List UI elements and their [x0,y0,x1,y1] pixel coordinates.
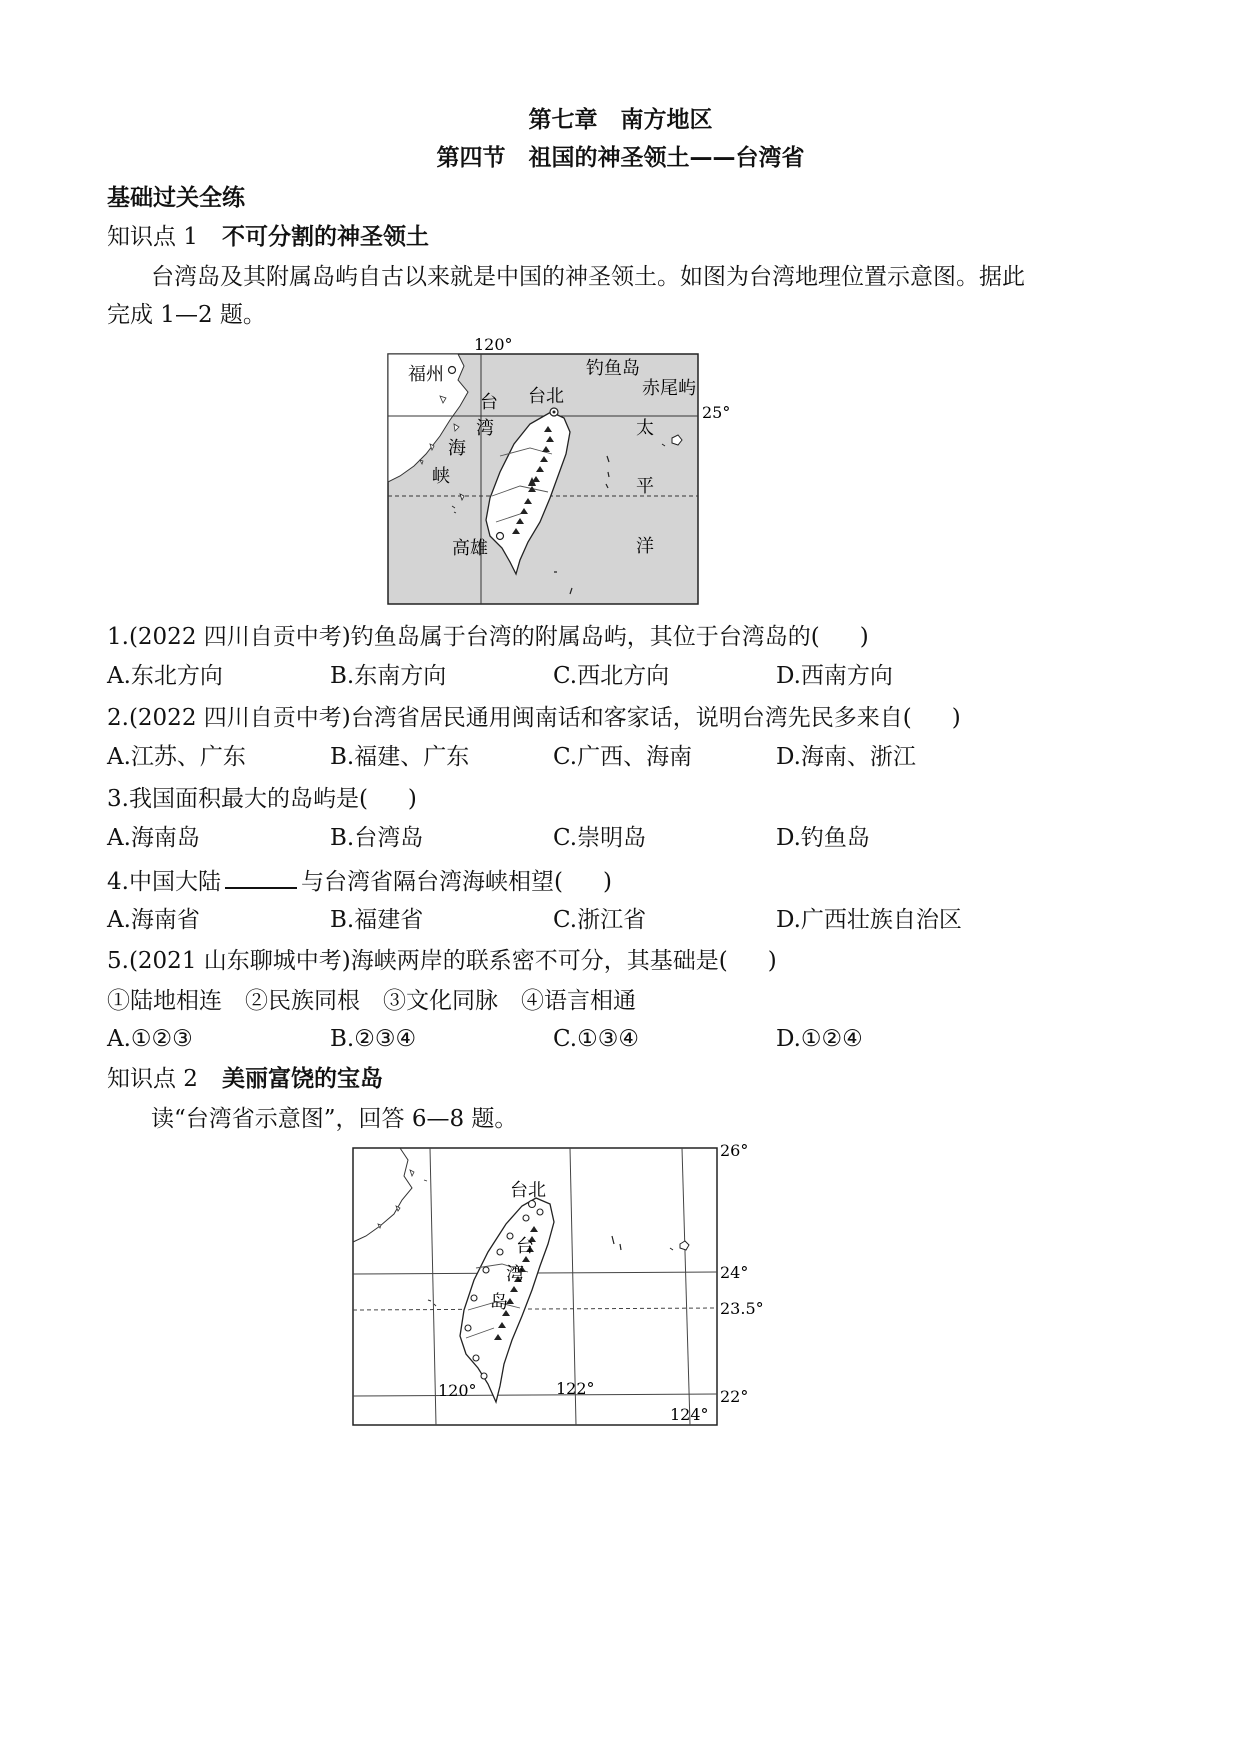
question-5-stem [107,946,777,976]
q5-option-a: A.①②③ [107,1026,193,1052]
map2-lat-24: 24° [720,1263,749,1282]
q4-option-c: C.浙江省 [553,907,647,933]
intro-2: 读“台湾省示意图”，回答 6—8 题。 [151,1106,518,1132]
q5-statements: ①陆地相连 ②民族同根 ③文化同脉 ④语言相通 [107,988,636,1014]
q1-option-a: A.东北方向 [107,663,223,689]
question-4-text-b: 与台湾省隔台湾海峡相望( [300,869,563,895]
q1-option-c: C.西北方向 [553,663,670,689]
label-strait-2: 湾 [476,418,494,439]
fill-in-blank[interactable] [225,865,297,889]
knowledge-point-1 [107,222,429,252]
section-title: 第四节 祖国的神圣领土——台湾省 [436,145,805,171]
question-1-text: 1.(2022 四川自贡中考)钓鱼岛属于台湾的附属岛屿，其位于台湾岛的( [107,624,820,650]
practice-heading: 基础过关全练 [107,185,245,211]
label-pacific-3: 洋 [636,536,654,557]
label-taibei: 台北 [528,386,564,407]
label-strait-3: 海 [448,438,466,459]
question-2-stem [107,703,961,733]
map2-label-island-2: 湾 [506,1264,524,1285]
label-pacific-2: 平 [636,476,654,497]
question-3-text: 3.我国面积最大的岛屿是( [107,786,368,812]
q3-option-c: C.崇明岛 [553,825,647,851]
q3-option-a: A.海南岛 [107,825,200,851]
map1-lon-label: 120° [474,335,513,354]
taiwan-location-map [380,335,731,608]
question-3-close: ) [407,786,417,812]
map1-lat-label: 25° [702,403,731,422]
map2-lat-26: 26° [720,1141,749,1160]
q5-option-b: B.②③④ [330,1026,417,1052]
q4-option-a: A.海南省 [107,907,200,933]
question-4-text-a: 4.中国大陆 [107,869,221,895]
q5-option-d: D.①②④ [776,1026,863,1052]
map2-lat-22: 22° [720,1387,749,1406]
map2-label-island-3: 岛 [490,1292,508,1313]
kp2-title: 美丽富饶的宝岛 [221,1066,383,1092]
question-1-close: ) [859,624,869,650]
question-5-close: ) [767,948,777,974]
q1-option-b: B.东南方向 [330,663,447,689]
q2-option-d: D.海南、浙江 [776,744,916,770]
chapter-title: 第七章 南方地区 [528,107,713,133]
intro-1-line-1: 台湾岛及其附属岛屿自古以来就是中国的神圣领土。如图为台湾地理位置示意图。据此 [151,264,1025,290]
label-pacific-1: 太 [636,418,654,439]
map2-label-island-1: 台 [516,1236,534,1257]
q2-option-a: A.江苏、广东 [107,744,246,770]
label-diaoyu: 钓鱼岛 [586,358,640,379]
map2-lat-23-5: 23.5° [720,1299,764,1318]
question-4-stem [107,865,612,897]
map2-lon-122: 122° [556,1379,595,1398]
q2-option-c: C.广西、海南 [553,744,693,770]
intro-1-line-2: 完成 1—2 题。 [107,302,266,328]
q3-option-d: D.钓鱼岛 [776,825,870,851]
question-2-text: 2.(2022 四川自贡中考)台湾省居民通用闽南话和客家话，说明台湾先民多来自( [107,705,912,731]
question-1-stem [107,622,869,652]
question-4-close: ) [602,869,612,895]
question-5-text: 5.(2021 山东聊城中考)海峡两岸的联系密不可分，其基础是( [107,948,728,974]
label-gaoxiong: 高雄 [452,538,488,559]
question-3-stem [107,784,417,814]
label-strait-4: 峡 [432,466,450,487]
q1-option-d: D.西南方向 [776,663,893,689]
q2-option-b: B.福建、广东 [330,744,470,770]
label-fuzhou: 福州 [408,364,444,385]
question-2-close: ) [951,705,961,731]
q4-option-b: B.福建省 [330,907,424,933]
knowledge-point-2 [107,1064,383,1094]
kp1-label: 知识点 1 [107,224,198,250]
taiwan-province-map [350,1140,770,1428]
label-strait-1: 台 [480,392,498,413]
kp2-label: 知识点 2 [107,1066,198,1092]
map2-label-taibei: 台北 [510,1180,546,1201]
q5-option-c: C.①③④ [553,1026,639,1052]
q3-option-b: B.台湾岛 [330,825,424,851]
q4-option-d: D.广西壮族自治区 [776,907,962,933]
label-chiwei: 赤尾屿 [642,378,696,399]
map2-lon-124: 124° [670,1405,709,1424]
map2-lon-120: 120° [438,1381,477,1400]
kp1-title: 不可分割的神圣领土 [221,224,429,250]
